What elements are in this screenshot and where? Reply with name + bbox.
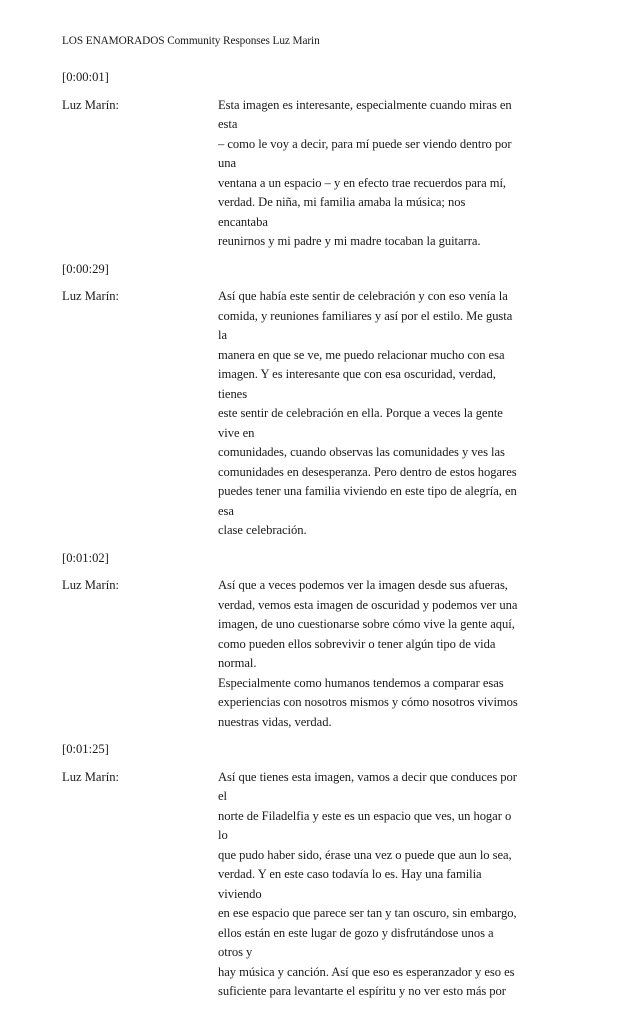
speaker-label: Luz Marín:: [62, 769, 120, 784]
speaker-turn: [62, 576, 572, 732]
timestamp: [0:00:01]: [62, 70, 109, 84]
timestamp: [0:01:25]: [62, 742, 109, 756]
utterance-text: Así que había este sentir de celebración y con eso venía la comida, y reuniones familiares y así por el estilo. Me gusta la manera en que se ve, me puedo relacionar mucho con esa imagen. Y es interesante que con esa oscuridad, verdad, tienes este sentir de celebración en ella. Porque a veces la gente vive en comunidades, cuando observas las comunidades y ves las comunidades en desesperanza. Pero dentro de estos hogares puedes tener una familia viviendo en este tipo de alegría, en esa clase celebración.: [218, 289, 517, 537]
page-header: LOS ENAMORADOS Community Responses Luz Marin: [62, 35, 320, 47]
transcript: [62, 68, 572, 1010]
utterance-text: Así que a veces podemos ver la imagen desde sus afueras, verdad, vemos esta imagen de oscuridad y podemos ver una imagen, de uno cuestionarse sobre cómo vive la gente aquí, como pueden ellos sobrevivir o tener algún tipo de vida normal. Especialmente como humanos tendemos a comparar esas experiencias con nosotros mismos y cómo nosotros vivimos nuestras vidas, verdad.: [218, 578, 518, 729]
speaker-label: Luz Marín:: [62, 289, 120, 303]
speaker-turn: [62, 287, 572, 541]
speaker-turn: [62, 96, 572, 252]
timestamp: [0:01:02]: [62, 550, 109, 565]
utterance-text: Esta imagen es interesante, especialmente cuando miras en esta – como le voy a decir, para mí puede ser viendo dentro por una ventana a un espacio – y en efecto trae recuerdos para mí, verdad. De niña, mi familia amaba la música; nos encantaba reunirnos y mi padre y mi madre tocaban la guitarra.: [218, 97, 512, 248]
utterance-text: Así que tienes esta imagen, vamos a decir que conduces por el norte de Filadelfia y este es un espacio que ves, un hogar o lo que pudo haber sido, érase una vez o puede que aun lo sea, verdad. Y en este caso todavía lo es. Hay una familia viviendo en ese espacio que parece ser tan y tan oscuro, sin embargo, ellos están en este lugar de gozo y disfrutándose unos a otros y hay música y canción. Así que eso es esperanzador y eso es suficiente para levantarte el espíritu y no ver esto más por: [218, 769, 517, 998]
timestamp: [0:00:29]: [62, 261, 109, 276]
speaker-label: Luz Marín:: [62, 578, 120, 592]
speaker-label: Luz Marín:: [62, 97, 120, 112]
transcript-segment: [62, 260, 572, 541]
transcript-segment: [62, 68, 572, 252]
transcript-segment: [62, 740, 572, 1002]
speaker-turn: [62, 768, 572, 1002]
transcript-segment: [62, 549, 572, 733]
